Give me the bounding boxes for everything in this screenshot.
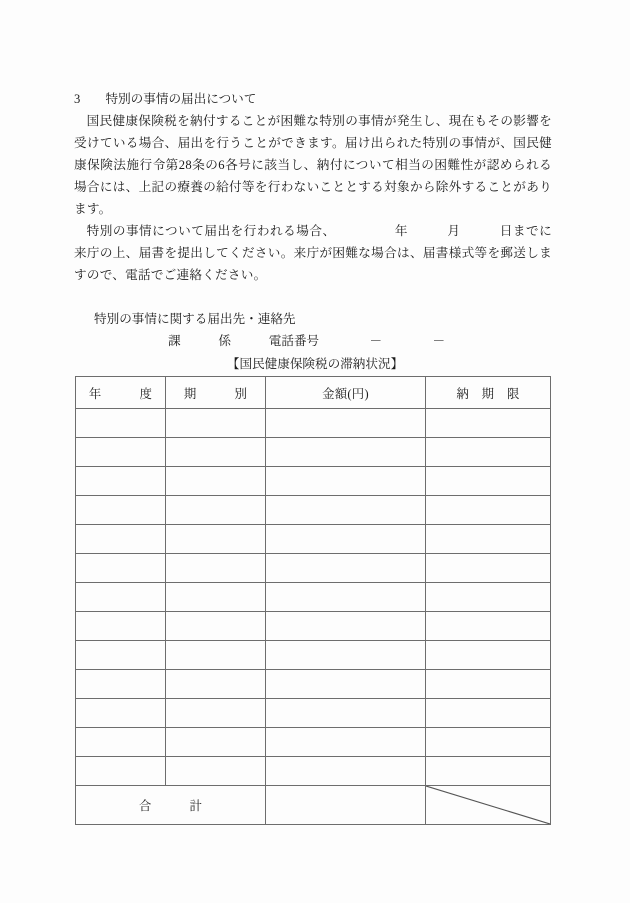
cell-term[interactable] — [166, 728, 266, 757]
delinquency-table — [75, 376, 551, 825]
cell-year[interactable] — [76, 612, 166, 641]
table-header — [76, 377, 551, 409]
table-footer — [76, 786, 551, 825]
cell-year[interactable] — [76, 757, 166, 786]
cell-year[interactable] — [76, 670, 166, 699]
cell-due[interactable] — [426, 409, 551, 438]
cell-amount[interactable] — [266, 525, 426, 554]
table-row — [76, 438, 551, 467]
table-row — [76, 467, 551, 496]
table-row — [76, 728, 551, 757]
cell-due[interactable] — [426, 525, 551, 554]
total-amount-cell[interactable] — [266, 786, 426, 825]
cell-term[interactable] — [166, 670, 266, 699]
table-row — [76, 757, 551, 786]
cell-term[interactable] — [166, 438, 266, 467]
cell-year[interactable] — [76, 728, 166, 757]
paragraph-2: 特別の事情について届出を行われる場合、 年 月 日までに来庁の上、届書を提出してください。来庁が困難な場合は、届書様式等を郵送しますので、電話でご連絡ください。 — [74, 224, 552, 282]
cell-term[interactable] — [166, 583, 266, 612]
cell-year[interactable] — [76, 583, 166, 612]
cell-term[interactable] — [166, 409, 266, 438]
table-row — [76, 699, 551, 728]
column-header-year: 年 度 — [76, 377, 166, 409]
cell-due[interactable] — [426, 496, 551, 525]
section-number: 3 — [74, 92, 81, 106]
delinquency-table-wrapper — [75, 376, 550, 825]
cell-due[interactable] — [426, 467, 551, 496]
cell-due[interactable] — [426, 699, 551, 728]
cell-term[interactable] — [166, 699, 266, 728]
cell-year[interactable] — [76, 438, 166, 467]
cell-amount[interactable] — [266, 496, 426, 525]
cell-term[interactable] — [166, 757, 266, 786]
cell-year[interactable] — [76, 496, 166, 525]
table-row — [76, 641, 551, 670]
section-heading — [74, 88, 552, 110]
total-label-cell: 合 計 — [76, 786, 266, 825]
table-row — [76, 525, 551, 554]
table-row — [76, 409, 551, 438]
section-title: 特別の事情の届出について — [105, 92, 257, 106]
table-total-row — [76, 786, 551, 825]
paragraph-1: 国民健康保険税を納付することが困難な特別の事情が発生し、現在もその影響を受けている場合、届出を行うことができます。届け出られた特別の事情が、国民健康保険法施行令第28条の6各号に該当し、納付について相当の困難性が認められる場合には、上記の療養の給付等を行わないこととする対象から除外することがあります。 — [74, 114, 552, 216]
cell-year[interactable] — [76, 699, 166, 728]
cell-term[interactable] — [166, 641, 266, 670]
cell-term[interactable] — [166, 496, 266, 525]
cell-amount[interactable] — [266, 554, 426, 583]
diagonal-strike-icon — [426, 786, 550, 824]
cell-amount[interactable] — [266, 670, 426, 699]
cell-due[interactable] — [426, 612, 551, 641]
cell-term[interactable] — [166, 612, 266, 641]
column-header-amount: 金額(円) — [266, 377, 426, 409]
cell-due[interactable] — [426, 554, 551, 583]
paragraph-spacer — [74, 286, 552, 308]
table-row — [76, 612, 551, 641]
cell-due[interactable] — [426, 583, 551, 612]
total-due-cell-struck — [426, 786, 551, 825]
cell-term[interactable] — [166, 467, 266, 496]
cell-year[interactable] — [76, 554, 166, 583]
cell-due[interactable] — [426, 438, 551, 467]
cell-amount[interactable] — [266, 583, 426, 612]
cell-due[interactable] — [426, 757, 551, 786]
table-row — [76, 554, 551, 583]
cell-amount[interactable] — [266, 409, 426, 438]
cell-year[interactable] — [76, 525, 166, 554]
cell-amount[interactable] — [266, 757, 426, 786]
table-title: 【国民健康保険税の滞納状況】 — [226, 357, 404, 371]
cell-due[interactable] — [426, 670, 551, 699]
column-header-term: 期 別 — [166, 377, 266, 409]
table-header-row — [76, 377, 551, 409]
table-row — [76, 496, 551, 525]
cell-amount[interactable] — [266, 699, 426, 728]
cell-amount[interactable] — [266, 641, 426, 670]
cell-due[interactable] — [426, 728, 551, 757]
cell-year[interactable] — [76, 641, 166, 670]
contact-heading: 特別の事情に関する届出先・連絡先 — [94, 312, 296, 326]
cell-due[interactable] — [426, 641, 551, 670]
table-row — [76, 670, 551, 699]
contact-fields-line: 課 係 電話番号 － － — [168, 334, 446, 348]
document-body — [74, 88, 552, 352]
cell-amount[interactable] — [266, 438, 426, 467]
cell-year[interactable] — [76, 467, 166, 496]
cell-amount[interactable] — [266, 612, 426, 641]
column-header-due: 納 期 限 — [426, 377, 551, 409]
cell-term[interactable] — [166, 554, 266, 583]
table-body — [76, 409, 551, 786]
table-row — [76, 583, 551, 612]
cell-year[interactable] — [76, 409, 166, 438]
cell-term[interactable] — [166, 525, 266, 554]
cell-amount[interactable] — [266, 467, 426, 496]
cell-amount[interactable] — [266, 728, 426, 757]
